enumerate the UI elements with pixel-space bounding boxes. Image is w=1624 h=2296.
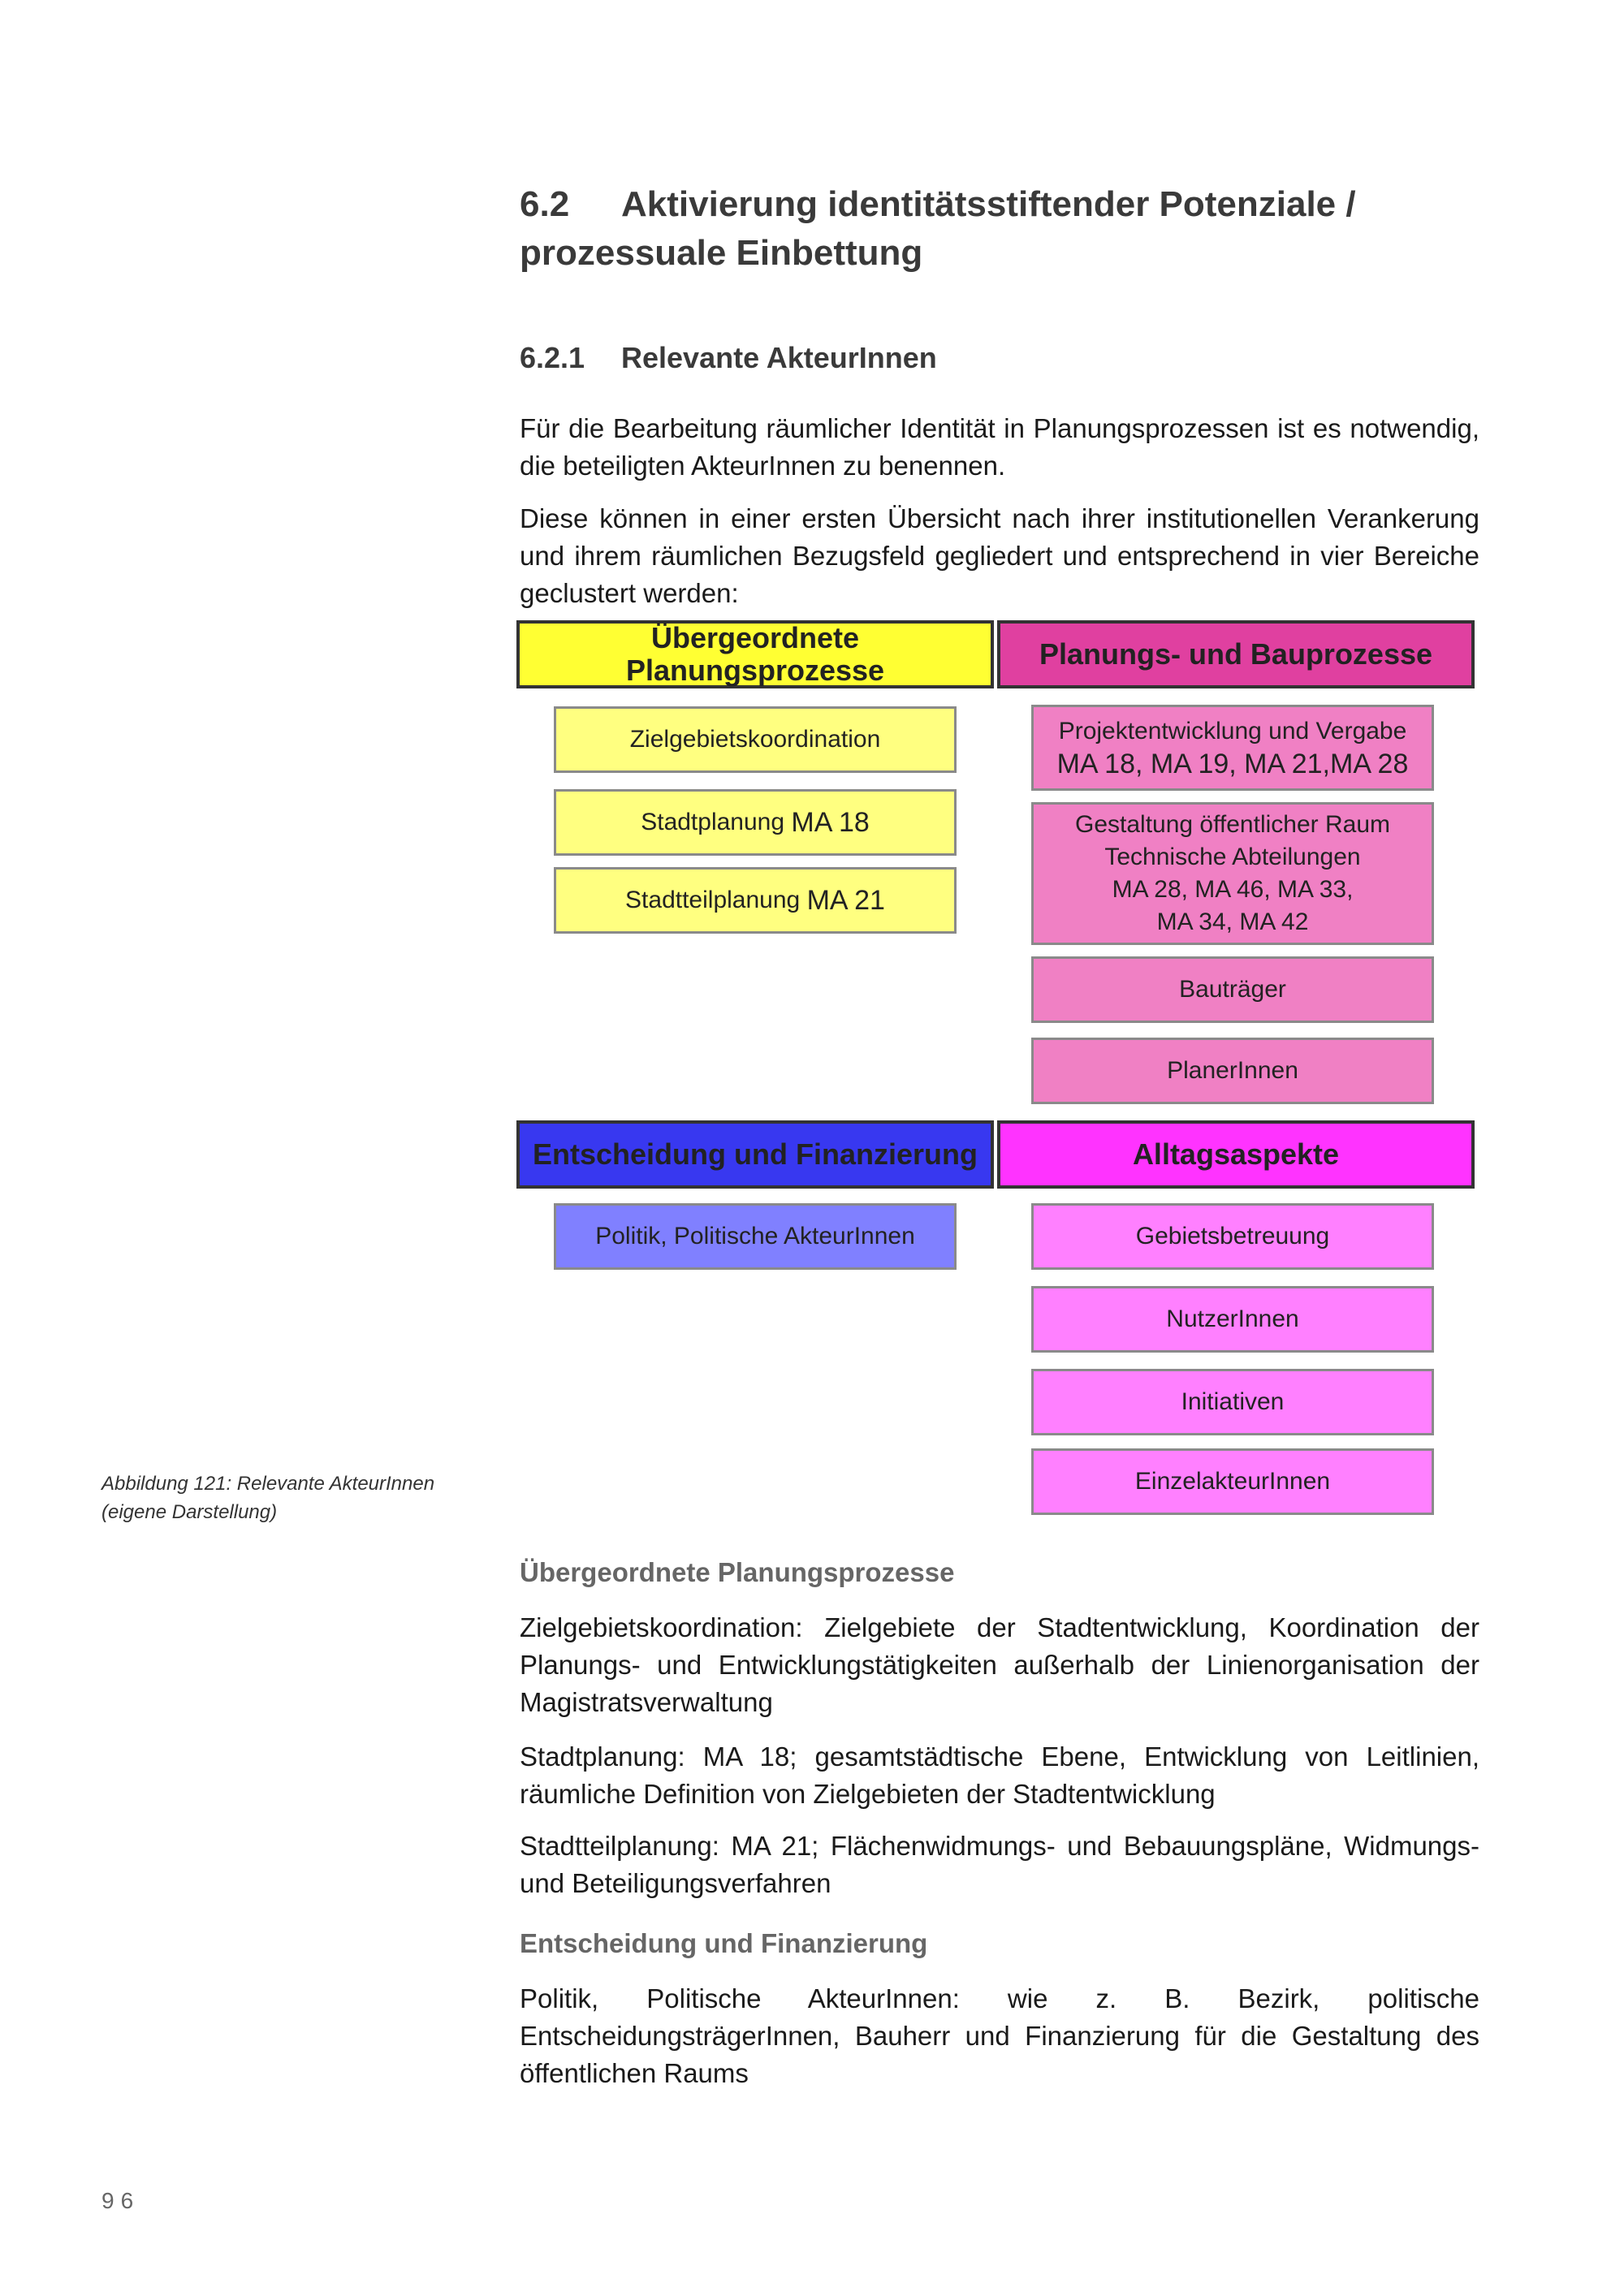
box-nutzerinnen: NutzerInnen (1031, 1286, 1434, 1353)
subheading-decision: Entscheidung und Finanzierung (520, 1928, 928, 1958)
section-number: 6.2 (520, 184, 570, 224)
box-stadtteilplanung-ma: MA 21 (806, 885, 885, 916)
box-stadtteilplanung (554, 867, 957, 934)
paragraph-stadtteilplanung: Stadtteilplanung: MA 21; Flächenwidmungs- und Bebauungspläne, Widmungs- und Beteiligungsverfahren (520, 1831, 1479, 1898)
subheading-planning: Übergeordnete Planungsprozesse (520, 1557, 955, 1587)
section-heading (520, 180, 1575, 278)
box-zielgebietskoordination (554, 706, 957, 773)
box-planerinnen: PlanerInnen (1031, 1038, 1434, 1104)
box-einzelakteurinnen: EinzelakteurInnen (1031, 1448, 1434, 1515)
figure-caption (102, 1470, 483, 1526)
box-initiativen: Initiativen (1031, 1369, 1434, 1435)
box-stadtteilplanung-label: Stadtteilplanung (625, 887, 801, 913)
box-bautraeger: Bauträger (1031, 956, 1434, 1023)
box-politik: Politik, Politische AkteurInnen (554, 1203, 957, 1270)
paragraph-stadtplanung: Stadtplanung: MA 18; gesamtstädtische Ebene, Entwicklung von Leitlinien, räumliche Definition von Zielgebieten der Stadtentwicklung (520, 1741, 1479, 1809)
box-gebietsbetreuung: Gebietsbetreuung (1031, 1203, 1434, 1270)
page-number: 96 (102, 2188, 140, 2213)
subsection-title: Relevante AkteurInnen (621, 341, 937, 374)
paragraph-zielgebiet: Zielgebietskoordination: Zielgebiete der Stadtentwicklung, Koordination der Planungs- und Entwicklungstätigkeiten außerhalb der Linienorganisation der Magistratsverwaltung (520, 1612, 1479, 1717)
header-planning: Übergeordnete Planungsprozesse (516, 620, 994, 688)
box-projektentwicklung (1031, 705, 1434, 791)
box-oeffentlicher-raum-line1: Gestaltung öffentlicher Raum (1075, 811, 1390, 838)
box-projektentwicklung-line1: Projektentwicklung und Vergabe (1058, 718, 1407, 744)
figure-caption-line1: Abbildung 121: Relevante AkteurInnen (102, 1473, 435, 1495)
box-stadtplanung-ma: MA 18 (791, 807, 870, 838)
box-zielgebietskoordination-label: Zielgebietskoordination (629, 726, 881, 753)
section-title-line2: prozessuale Einbettung (520, 233, 923, 273)
subsection-heading (520, 341, 937, 375)
header-building: Planungs- und Bauprozesse (997, 620, 1475, 688)
section-title-line1: Aktivierung identitätsstiftender Potenziale / (621, 184, 1356, 224)
figure-caption-line2: (eigene Darstellung) (102, 1501, 278, 1523)
box-oeffentlicher-raum-line3: MA 28, MA 46, MA 33, (1112, 876, 1354, 903)
box-oeffentlicher-raum (1031, 802, 1434, 945)
subsection-number: 6.2.1 (520, 341, 585, 374)
box-stadtplanung-label: Stadtplanung (641, 809, 785, 835)
header-everyday: Alltagsaspekte (997, 1120, 1475, 1189)
box-oeffentlicher-raum-line4: MA 34, MA 42 (1156, 908, 1309, 935)
box-oeffentlicher-raum-line2: Technische Abteilungen (1104, 844, 1361, 870)
box-projektentwicklung-line2: MA 18, MA 19, MA 21,MA 28 (1056, 749, 1409, 779)
paragraph-politik: Politik, Politische AkteurInnen: wie z. B. Bezirk, politische EntscheidungsträgerInnen, Bauherr und Finanzierung für die Gestaltung des öffentlichen Raums (520, 1983, 1479, 2088)
box-stadtplanung (554, 789, 957, 856)
intro-paragraph-1: Für die Bearbeitung räumlicher Identität in Planungsprozessen ist es notwendig, die beteiligten AkteurInnen zu benennen. (520, 413, 1479, 481)
header-decision: Entscheidung und Finanzierung (516, 1120, 994, 1189)
intro-paragraph-2: Diese können in einer ersten Übersicht nach ihrer institutionellen Verankerung und ihrem räumlichen Bezugsfeld gegliedert und entsprechend in vier Bereiche geclustert werden: (520, 503, 1479, 608)
